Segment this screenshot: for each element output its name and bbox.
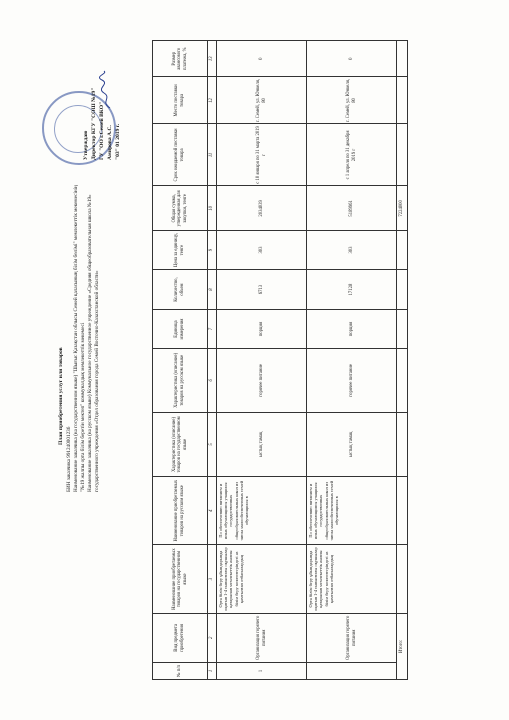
quantity: 17128 [307,269,397,310]
advance-payment: 0 [307,41,397,77]
column-header: Наименование приобретаемых товаров на русском языке [153,477,208,545]
column-number: 13 [208,41,217,77]
item-name-kz: Орта білім беру ұйымдарында оқитын 1-4 сыныптағы оқушылар қатарынан мемлекеттік жалпы білім беру мектептеріндегі аз қамтылған отбасылардың [217,545,307,613]
column-number: 4 [208,477,217,545]
total-sum: 5189961 [307,186,397,231]
customer-name-ru-cont: государственного учреждения «Отдел образования города Семей Восточно-Казахстанской области» [94,270,100,492]
delivery-place: г. Семей, ул. Юнкеля, 80 [307,77,397,124]
column-header: Место поставки товара [153,77,208,124]
column-header: Вид предмета приобретения [153,613,208,662]
item-name-ru: По обеспечению питанием и иных обучающимся учащихся государственных общеобразовательных школ из числа малообеспеченных семей обучающихся в [217,477,307,545]
document-title: План приобретения услуг или товаров [58,347,64,445]
customer-name-kz: Наименование заказчика (на государственном языке) "Шығыс Қазақстан облысы Семей қаласының білім бөлімі" мемлекеттік мекемесінің [73,185,79,492]
row-number: 1 [217,662,307,679]
total-label: Итого: [397,613,408,679]
approval-org: ГУ "ОО г.Семей ВКО" [99,101,105,160]
procurement-type: Организация горячего питания [217,613,307,662]
advance-payment: 0 [217,41,307,77]
empty-cell [397,310,408,348]
column-number: 10 [208,186,217,231]
empty-cell [397,231,408,269]
empty-cell [397,412,408,476]
procurement-plan-table [152,40,408,680]
column-header: Цена за единицу, тенге [153,231,208,269]
total-sum: 2034039 [217,186,307,231]
column-header: Размер авансового платежа, % [153,41,208,77]
column-header: Характеристика (описание) товаров на русском языке [153,348,208,412]
column-number: 12 [208,77,217,124]
column-header: Общая сумма, утвержденная для закупки, тенге [153,186,208,231]
delivery-term: с 1 апреля по 31 декабря 2019 г [307,124,397,186]
item-characteristic-kz: ыстық тамақ [307,412,397,476]
item-name-kz: Орта білім беру ұйымдарында оқитын 1-4 сыныптағы оқушылар қатарынан мемлекеттік жалпы білім беру мектептеріндегі аз қамтылған отбасылардың [307,545,397,613]
empty-cell [397,124,408,186]
column-header: Количество, объем [153,269,208,310]
column-number: 8 [208,269,217,310]
column-header: Единица измерения [153,310,208,348]
empty-cell [397,269,408,310]
empty-cell [397,41,408,77]
unit-price: 303 [307,231,397,269]
approval-title: Утверждаю [83,130,89,160]
approval-position: Директор КГУ "СОШ №19" [91,87,97,160]
unit-of-measure: порция [307,310,397,348]
column-header: Срок ожидаемой поставки товара [153,124,208,186]
empty-cell [397,545,408,613]
quantity: 6713 [217,269,307,310]
column-number: 7 [208,310,217,348]
empty-cell [397,77,408,124]
column-header: № п/п [153,662,208,679]
customer-bin: БИН заказчика 991240001236 [66,426,72,492]
column-header: Наименование приобретаемых товаров на государственном языке [153,545,208,613]
empty-cell [397,348,408,412]
column-number: 6 [208,348,217,412]
table-row [217,41,307,680]
total-value: 7224000 [397,186,408,231]
item-characteristic-ru: горячее питание [217,348,307,412]
signature-icon [98,70,114,110]
delivery-term: с 10 января по 31 марта 2019 г [217,124,307,186]
table-header-row [153,41,208,680]
item-characteristic-ru: горячее питание [307,348,397,412]
unit-of-measure: порция [217,310,307,348]
column-number: 1 [208,662,217,679]
unit-price: 303 [217,231,307,269]
item-characteristic-kz: ыстық тамақ [217,412,307,476]
column-number: 9 [208,231,217,269]
row-number [307,662,397,679]
item-name-ru: По обеспечению питанием и иных обучающимся учащихся государственных общеобразовательных школ из числа малообеспеченных семей обучающихся в [307,477,397,545]
total-row [397,41,408,680]
column-number: 11 [208,124,217,186]
customer-name-kz-cont: "№19 жалпы орта білім беретін мектеп" коммуналдық мемлекеттік мекемесі [80,322,86,492]
column-header: Характеристика (описание) товаров на государственном языке [153,412,208,476]
approval-date: "03" 01 2019 г. [115,123,121,160]
procurement-type: Организация горячего питания [307,613,397,662]
column-number: 2 [208,613,217,662]
column-number-row [208,41,217,680]
column-number: 3 [208,545,217,613]
delivery-place: г. Семей, ул. Юнкеля, 80 [217,77,307,124]
table-row [307,41,397,680]
empty-cell [397,477,408,545]
customer-name-ru: Наименование заказчика (на русском языке) Коммунальное государственное учреждение «Средняя общеобразовательная школа №19» [87,194,93,492]
column-number: 5 [208,412,217,476]
approval-person: Амирова А.С. [107,125,113,160]
